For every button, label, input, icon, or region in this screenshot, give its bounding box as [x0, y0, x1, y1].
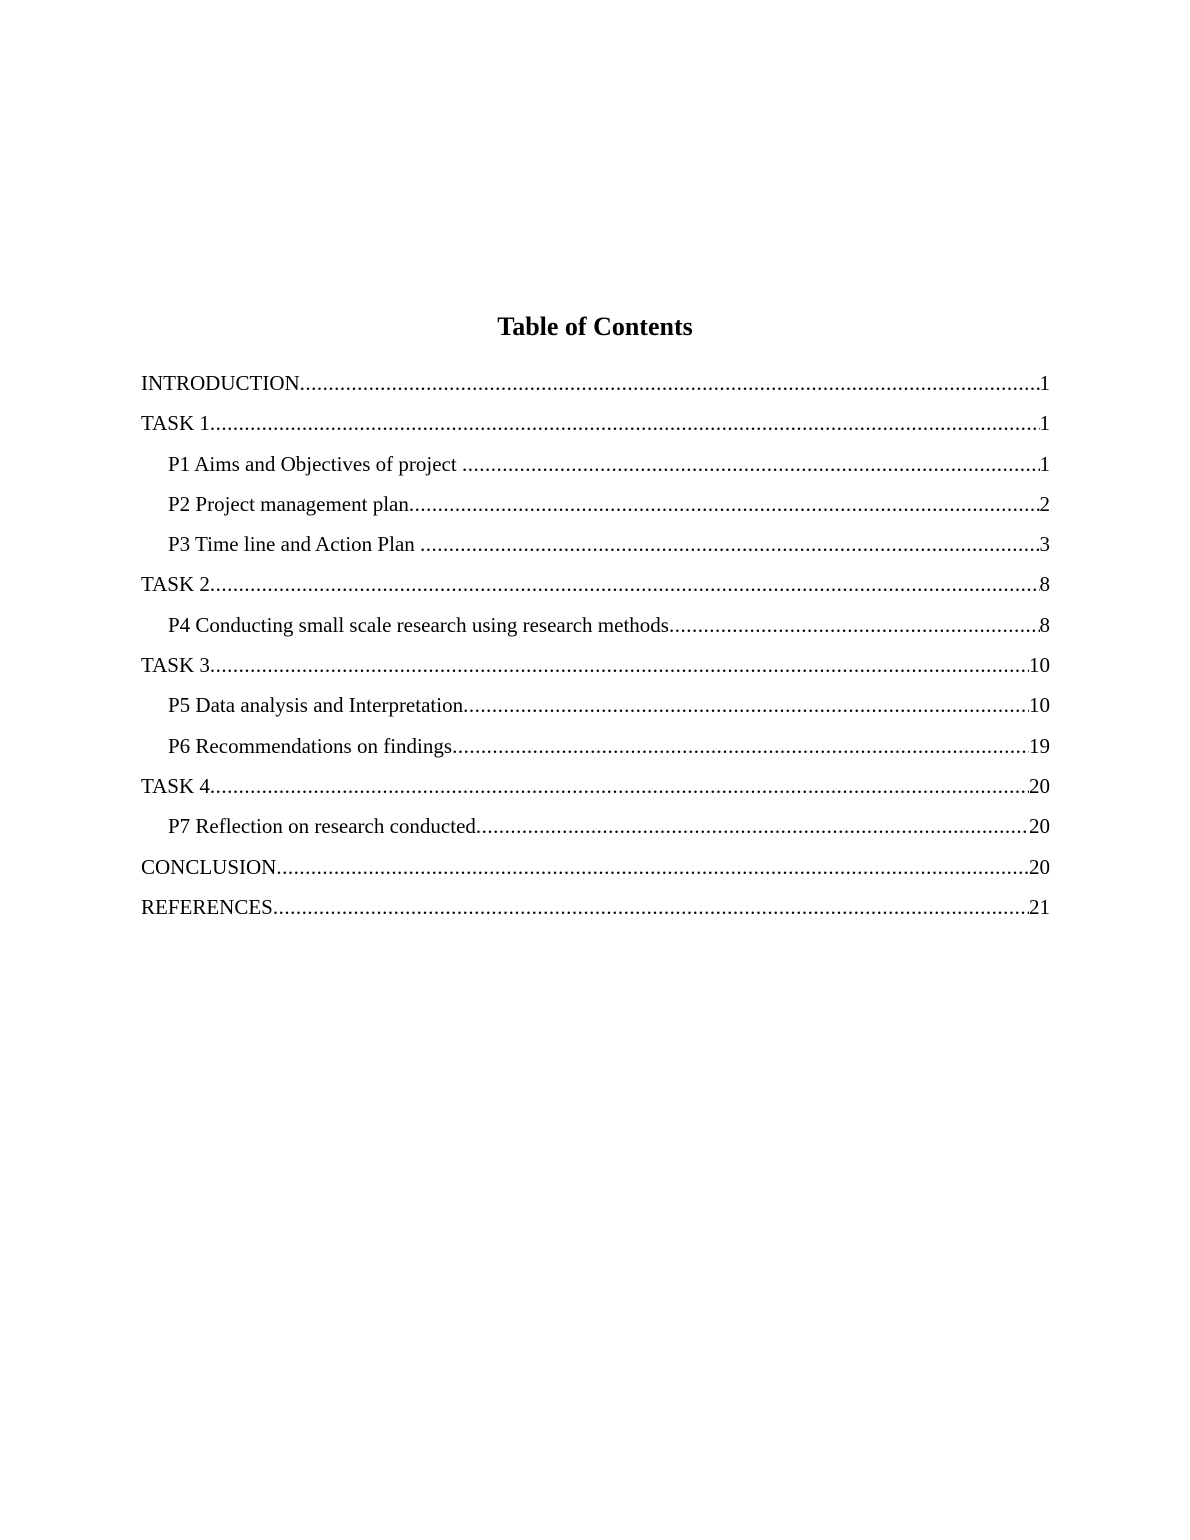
toc-entry-label: P4 Conducting small scale research using research methods	[168, 612, 669, 637]
toc-entry-label: CONCLUSION	[141, 854, 277, 879]
toc-entry-label: P5 Data analysis and Interpretation	[168, 693, 464, 718]
toc-entry-label: P3 Time line and Action Plan	[168, 532, 421, 557]
toc-entry-page-number: 20	[1029, 773, 1050, 798]
toc-entry-page-number: 1	[1039, 371, 1050, 395]
dot-leader	[210, 771, 1029, 801]
toc-entry-page-number: 19	[1029, 733, 1050, 758]
toc-entry-page-number: 21	[1029, 894, 1050, 919]
dot-leader	[462, 449, 1040, 479]
toc-entry-page-number: 20	[1029, 814, 1050, 839]
toc-entry-task-1[interactable]	[141, 408, 1050, 448]
toc-entry-label: TASK 4	[141, 773, 210, 798]
toc-entry-page-number: 3	[1039, 532, 1050, 557]
toc-entry-p3-time-line-action-plan[interactable]	[141, 529, 1050, 569]
toc-entry-page-number: 1	[1039, 411, 1050, 436]
toc-entry-page-number: 10	[1029, 653, 1050, 678]
toc-entry-p1-aims-objectives[interactable]	[141, 449, 1050, 489]
toc-entry-task-3[interactable]	[141, 650, 1050, 690]
toc-entry-p4-small-scale-research[interactable]	[141, 610, 1050, 650]
toc-entry-p6-recommendations[interactable]	[141, 731, 1050, 771]
toc-entry-label: TASK 3	[141, 653, 210, 678]
toc-entry-label: TASK 1	[141, 411, 210, 436]
toc-entry-page-number: 8	[1039, 572, 1050, 597]
toc-entry-p2-project-management-plan[interactable]	[141, 489, 1050, 529]
toc-entry-label: P2 Project management plan	[168, 491, 409, 516]
toc-entry-label: INTRODUCTION	[141, 371, 300, 395]
dot-leader	[210, 650, 1029, 680]
toc-entry-task-4[interactable]	[141, 771, 1050, 811]
dot-leader	[300, 368, 1040, 398]
toc-entry-label: P7 Reflection on research conducted	[168, 814, 476, 839]
dot-leader	[409, 489, 1040, 519]
toc-entry-page-number: 20	[1029, 854, 1050, 879]
table-of-contents	[141, 368, 1050, 932]
toc-entry-conclusion[interactable]	[141, 852, 1050, 892]
toc-entry-label: P1 Aims and Objectives of project	[168, 451, 462, 476]
toc-entry-task-2[interactable]	[141, 569, 1050, 609]
dot-leader	[273, 892, 1029, 922]
dot-leader	[463, 690, 1029, 720]
toc-entry-label: P6 Recommendations on findings	[168, 733, 453, 758]
dot-leader	[476, 811, 1029, 841]
toc-entry-label: TASK 2	[141, 572, 210, 597]
page-title: Table of Contents	[497, 312, 693, 341]
dot-leader	[210, 408, 1040, 438]
dot-leader	[276, 852, 1029, 882]
toc-entry-page-number: 10	[1029, 693, 1050, 718]
toc-entry-introduction[interactable]	[141, 368, 1050, 408]
toc-entry-page-number: 8	[1039, 612, 1050, 637]
dot-leader	[420, 529, 1039, 559]
toc-entry-references[interactable]	[141, 892, 1050, 932]
dot-leader	[210, 569, 1040, 599]
toc-entry-page-number: 1	[1039, 451, 1050, 476]
toc-entry-page-number: 2	[1039, 491, 1050, 516]
toc-entry-p5-data-analysis[interactable]	[141, 690, 1050, 730]
dot-leader	[669, 610, 1040, 640]
toc-entry-label: REFERENCES	[141, 894, 273, 919]
toc-entry-p7-reflection[interactable]	[141, 811, 1050, 851]
dot-leader	[452, 731, 1029, 761]
